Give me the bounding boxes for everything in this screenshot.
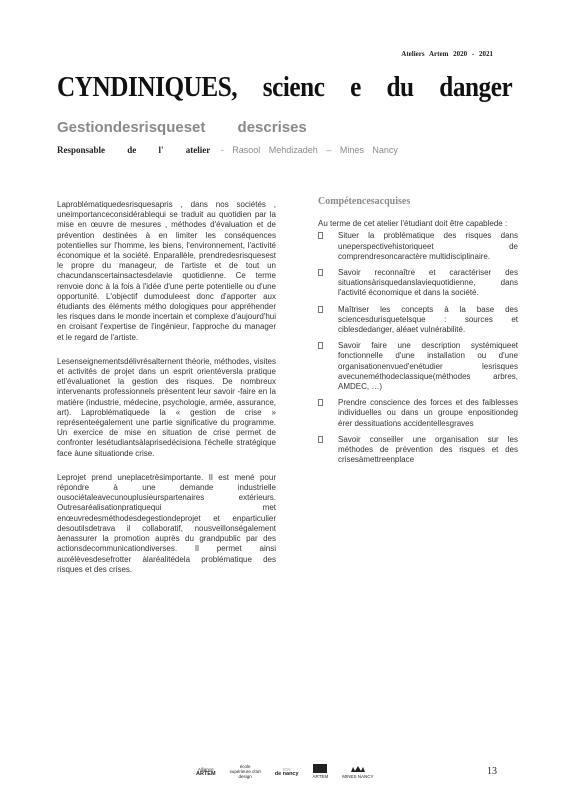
paragraph-intro: Laproblématiquedesrisquesapris , dans nos sociétés , uneimportanceconsidérablequi se traduit au quotidien par la mise en œuvre de mesures , méthodes d'évaluation et de prévention destinées à en limiter les conséquences potentielles sur l'homme, les biens, l'environnement, l'activité économique et la société. Enparallèle, prendredesrisquesest le propre du manageur, de l'artiste et de tout un chacundanscertainsactesdelavie quotidienne. Ce terme renvoie donc à la fois à l'idée d'une perte potentielle ou d'une opportunité. L'objectif dumoduleest donc d'apporter aux étudiants des éléments métho dologiques pour appréhender les risques dans le monde incertain et complexe d'aujourd'hui en croisant l'expertise de l'ingénieur, l'approche du manager et le regard de l'artiste. <box>57 200 276 342</box>
list-item <box>318 231 518 262</box>
checkbox-bullet-icon <box>318 399 323 406</box>
footer-logos <box>196 764 373 779</box>
list-item-text: Situer la problématique des risques dans uneperspectivehistoriqueet de comprendresoncaractère multidisciplinaire. <box>338 231 518 261</box>
logo-text-line3: design <box>238 774 252 779</box>
paragraph-teaching: Lesenseignementsdélivrésalternent théorie, méthodes, visites et activités de projet dans un esprit orientéversla pratique etl'évaluationet la gestion des risques. De nombreux intervenants professionnels présentent leur savoir -faire en la matière (industrie, médecine, psychologie, armée, assurance, art). Laproblématiquede la « gestion de crise » représenteégalement une partie significative du programme. Un exercice de mise en situation de crise permet de confronter lesétudiantsàlaprisedécisiona l'échelle stratégique face àune situationde crise. <box>57 356 276 458</box>
logo-text-line1: école <box>239 764 251 769</box>
list-item-text: Savoir reconnaître et caractériser des situationsàrisquedanslaviequotidienne, dans l'activité économique et dans la société. <box>338 268 518 298</box>
list-item <box>318 341 518 392</box>
icn-logo <box>275 767 299 777</box>
checkbox-bullet-icon <box>318 306 323 313</box>
paragraph-project: Leprojet prend uneplacetrèsimportante. Il est mené pour répondre à une demande industrielle ousociétaleavecunouplusieurspartenaires extérieurs. Outresaréalisationpratiquequi met enœuvredesméthodesdegestiondeprojet et enparticulier desoutilsdetrava il collaboratif, nousveillonségalement àenassurer la promotion auprès du grandpublic par des actionsdecommunicationdiverses. Il permet ainsi auxélèvesdesefrotter àlaréalitédela problématique des risques et des crises. <box>57 472 276 574</box>
logo-text-line2: ARTEM <box>196 770 216 777</box>
list-item-text: Maîtriser les concepts à la base des sciencesdurisquetelsque : sources et ciblesdedanger, aléaet vulnérabilité. <box>338 304 518 335</box>
checkbox-bullet-icon <box>318 342 323 349</box>
logo-text-line2: ARTEM <box>312 774 329 779</box>
artem-mark-icon <box>313 764 327 773</box>
header-top-right: Ateliers Artem 2020 - 2021 <box>401 50 493 58</box>
crown-icon <box>350 765 366 773</box>
checkbox-bullet-icon <box>318 436 323 443</box>
list-item-text: Savoir faire une description systémiqueet fonctionnelle d'une installation ou d'une organisationenvued'enétudier lesrisques avecuneméthodeclassique(méthodes arbres, AMDEC, …) <box>338 341 518 392</box>
list-item-text: Prendre conscience des forces et des faiblesses individuelles ou dans un groupe enpositiondeg érer dessituations accidentellesgraves <box>338 398 518 428</box>
checkbox-bullet-icon <box>318 232 323 239</box>
competences-list <box>318 231 518 465</box>
responsable-names: - Rasool Mehdizadeh – Mines Nancy <box>220 145 398 155</box>
artem-mark-logo <box>313 764 329 779</box>
page-title: CYNDINIQUES, scienc e du danger <box>57 72 513 103</box>
page-subtitle: Gestiondesrisqueset descrises <box>57 119 307 136</box>
logo-text-line1: ICN <box>282 766 291 772</box>
left-column <box>57 200 276 589</box>
list-item <box>318 398 518 429</box>
ensad-logo <box>230 764 261 779</box>
logo-text-line1: Alliance <box>197 766 214 772</box>
competences-intro: Au terme de cet atelier l'étudiant doit être capablede : <box>318 219 508 229</box>
competences-heading: Compétencesacquises <box>318 196 411 207</box>
list-item <box>318 435 518 466</box>
checkbox-bullet-icon <box>318 269 323 276</box>
alliance-artem-logo <box>196 767 216 777</box>
page-number: 13 <box>487 766 497 777</box>
right-column <box>318 197 518 471</box>
list-item-text: Savoir conseiller une organisation sur les méthodes de prévention des risques et des crisesàmettreenplace <box>338 434 518 465</box>
logo-text-line2: MINES NANCY <box>342 773 374 779</box>
responsable-label: Responsable de l' atelier <box>57 145 211 155</box>
logo-text-line2: supérieure d'art <box>229 769 261 774</box>
responsable-line <box>57 145 398 155</box>
mines-nancy-logo <box>342 765 373 779</box>
list-item <box>318 305 518 336</box>
list-item <box>318 268 518 299</box>
logo-text-line2: de nancy <box>274 770 299 777</box>
